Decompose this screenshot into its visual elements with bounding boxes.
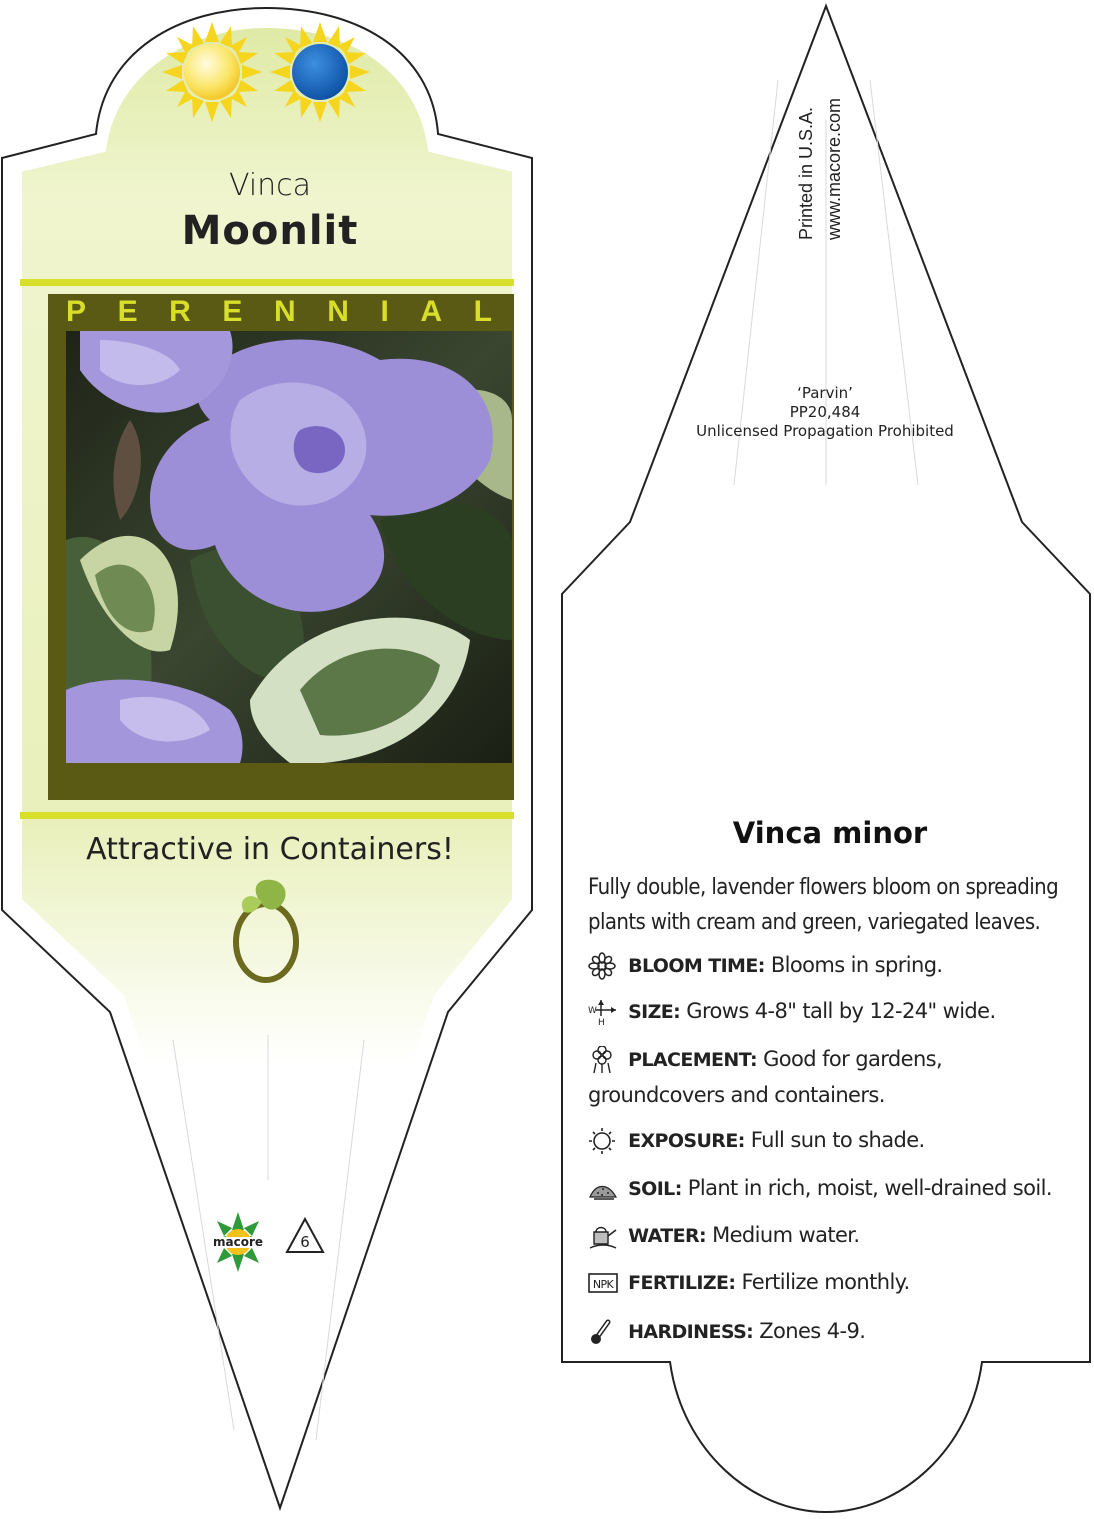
description: Fully double, lavender flowers bloom on spreading plants with cream and green, variegated leaves. — [588, 875, 1059, 935]
care-text: Good for gardens, groundcovers and containers. — [588, 1047, 943, 1107]
category-letter: A — [420, 295, 443, 328]
care-label: WATER: — [628, 1225, 706, 1247]
printed-in: Printed in U.S.A. — [796, 106, 816, 240]
macore-logo-text: macore — [212, 1235, 264, 1249]
care-hardiness — [588, 1314, 1078, 1350]
svg-text:W: W — [588, 1006, 597, 1016]
placement-icon — [588, 1046, 622, 1074]
recycle-code: 6 — [300, 1233, 310, 1251]
recycle-icon — [284, 1216, 326, 1256]
patent-block — [640, 384, 1010, 441]
thermometer-icon — [588, 1318, 622, 1346]
species-name: Vinca minor — [732, 816, 928, 850]
care-water — [588, 1218, 1078, 1254]
care-label: PLACEMENT: — [628, 1049, 758, 1071]
printed-info — [792, 98, 848, 240]
category-letter: E — [222, 295, 243, 328]
common-name: Vinca — [228, 168, 312, 203]
care-label: SIZE: — [628, 1001, 681, 1023]
soil-icon — [588, 1175, 622, 1203]
care-text: Fertilize monthly. — [741, 1270, 910, 1294]
care-label: HARDINESS: — [628, 1321, 754, 1343]
propagation-notice: Unlicensed Propagation Prohibited — [696, 422, 954, 440]
care-text: Medium water. — [712, 1223, 860, 1247]
category-letter: E — [117, 295, 138, 328]
care-text: Plant in rich, moist, well-drained soil. — [687, 1176, 1052, 1200]
category-letter: R — [169, 295, 191, 328]
category-letter: L — [473, 295, 492, 328]
care-label: SOIL: — [628, 1178, 682, 1200]
care-label: EXPOSURE: — [628, 1130, 745, 1152]
care-text: Grows 4-8" tall by 12-24" wide. — [686, 999, 996, 1023]
category-letter: I — [380, 295, 389, 328]
npk-icon — [588, 1269, 622, 1297]
care-bloom-time — [588, 948, 1078, 984]
category-letter: N — [273, 295, 296, 328]
sun-icon — [588, 1127, 622, 1155]
care-label: BLOOM TIME: — [628, 955, 765, 977]
shade-icon — [270, 22, 370, 122]
care-exposure — [588, 1123, 1078, 1159]
plant-photo — [66, 331, 512, 764]
care-text: Full sun to shade. — [750, 1128, 925, 1152]
category-label — [48, 294, 514, 330]
patent-number: PP20,484 — [789, 403, 861, 421]
care-size — [588, 994, 1078, 1030]
care-text: Zones 4-9. — [759, 1319, 866, 1343]
care-placement — [588, 1042, 1078, 1113]
size-icon — [588, 998, 622, 1026]
care-fertilize — [588, 1265, 1078, 1301]
svg-text:H: H — [598, 1018, 605, 1026]
category-letter: N — [327, 295, 349, 328]
flower-icon — [588, 952, 622, 980]
category-letter: P — [66, 295, 87, 328]
website: www.macore.com — [824, 97, 844, 240]
tagline: Attractive in Containers! — [86, 832, 454, 867]
care-soil — [588, 1171, 1078, 1207]
care-label: FERTILIZE: — [628, 1272, 736, 1294]
full-sun-icon — [162, 22, 262, 122]
variety-name: Moonlit — [181, 208, 359, 254]
macore-logo — [206, 1210, 270, 1274]
watering-can-icon — [588, 1222, 622, 1250]
care-text: Blooms in spring. — [770, 953, 943, 977]
cultivar: ‘Parvin’ — [797, 384, 853, 402]
svg-text:NPK: NPK — [592, 1278, 614, 1291]
